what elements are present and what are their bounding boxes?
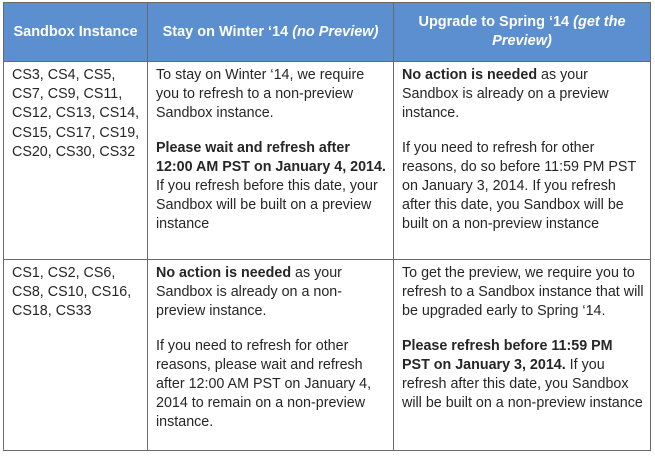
spring-paragraph-1 [402,66,644,124]
instance-list-cell [4,62,148,260]
header-upgrade-to-spring-label: Upgrade to Spring ‘14 [418,14,574,30]
instance-list: CS3, CS4, CS5, CS7, CS9, CS11, CS12, CS13, CS14, CS15, CS17, CS19, CS20, CS30, CS32 [12,67,140,160]
winter-paragraph-2 [156,139,387,235]
winter-instructions-cell [148,62,394,260]
header-stay-on-winter-note: (no Preview) [292,23,379,40]
winter-detail: If you refresh before this date, your Sandbox will be built on a preview instance [156,178,378,233]
table-row [4,62,651,260]
spring-instructions-cell [394,260,651,451]
spring-detail: as your Sandbox is already on a preview instance. [402,67,609,122]
winter-paragraph-1 [156,264,387,322]
header-sandbox-instance-label: Sandbox Instance [13,23,138,40]
sandbox-upgrade-table [3,2,651,451]
spring-paragraph-2: If you need to refresh for other reasons, do so before 11:59 PM PST on January 3, 2014. If you refresh after this date, you Sandbox will be built on a non-preview instance [402,139,636,233]
winter-paragraph-2: If you need to refresh for other reasons, please wait and refresh after 12:00 AM PST on January 4, 2014 to remain on a non-preview instance. [156,337,372,431]
header-sandbox-instance [4,3,148,62]
spring-emphasis: No action is needed [402,67,538,83]
instance-list: CS1, CS2, CS6, CS8, CS10, CS16, CS18, CS33 [12,265,132,320]
winter-emphasis: Please wait and refresh after 12:00 AM PST on January 4, 2014. [156,139,386,175]
table-header-row [4,3,651,62]
header-stay-on-winter [148,3,394,62]
header-upgrade-to-spring [394,3,651,62]
winter-emphasis: No action is needed [156,265,292,281]
winter-paragraph-1: To stay on Winter ‘14, we require you to refresh to a non-preview Sandbox instance. [156,67,365,122]
spring-paragraph-2 [402,337,644,414]
spring-detail: If you refresh after this date, you Sandbox will be built on a non-preview instance [402,356,643,412]
winter-detail: as your Sandbox is already on a non-preview instance. [156,265,342,320]
instance-list-cell [4,260,148,451]
spring-paragraph-1: To get the preview, we require you to refresh to a Sandbox instance that will be upgraded early to Spring ‘14. [402,265,644,320]
sandbox-upgrade-table-container [3,2,650,451]
spring-emphasis: Please refresh before 11:59 PM PST on January 3, 2014. [402,337,613,373]
winter-instructions-cell [148,260,394,451]
spring-instructions-cell [394,62,651,260]
table-row [4,260,651,451]
header-upgrade-to-spring-note: (get the Preview) [492,14,626,49]
header-stay-on-winter-label: Stay on Winter ‘14 [162,23,293,40]
